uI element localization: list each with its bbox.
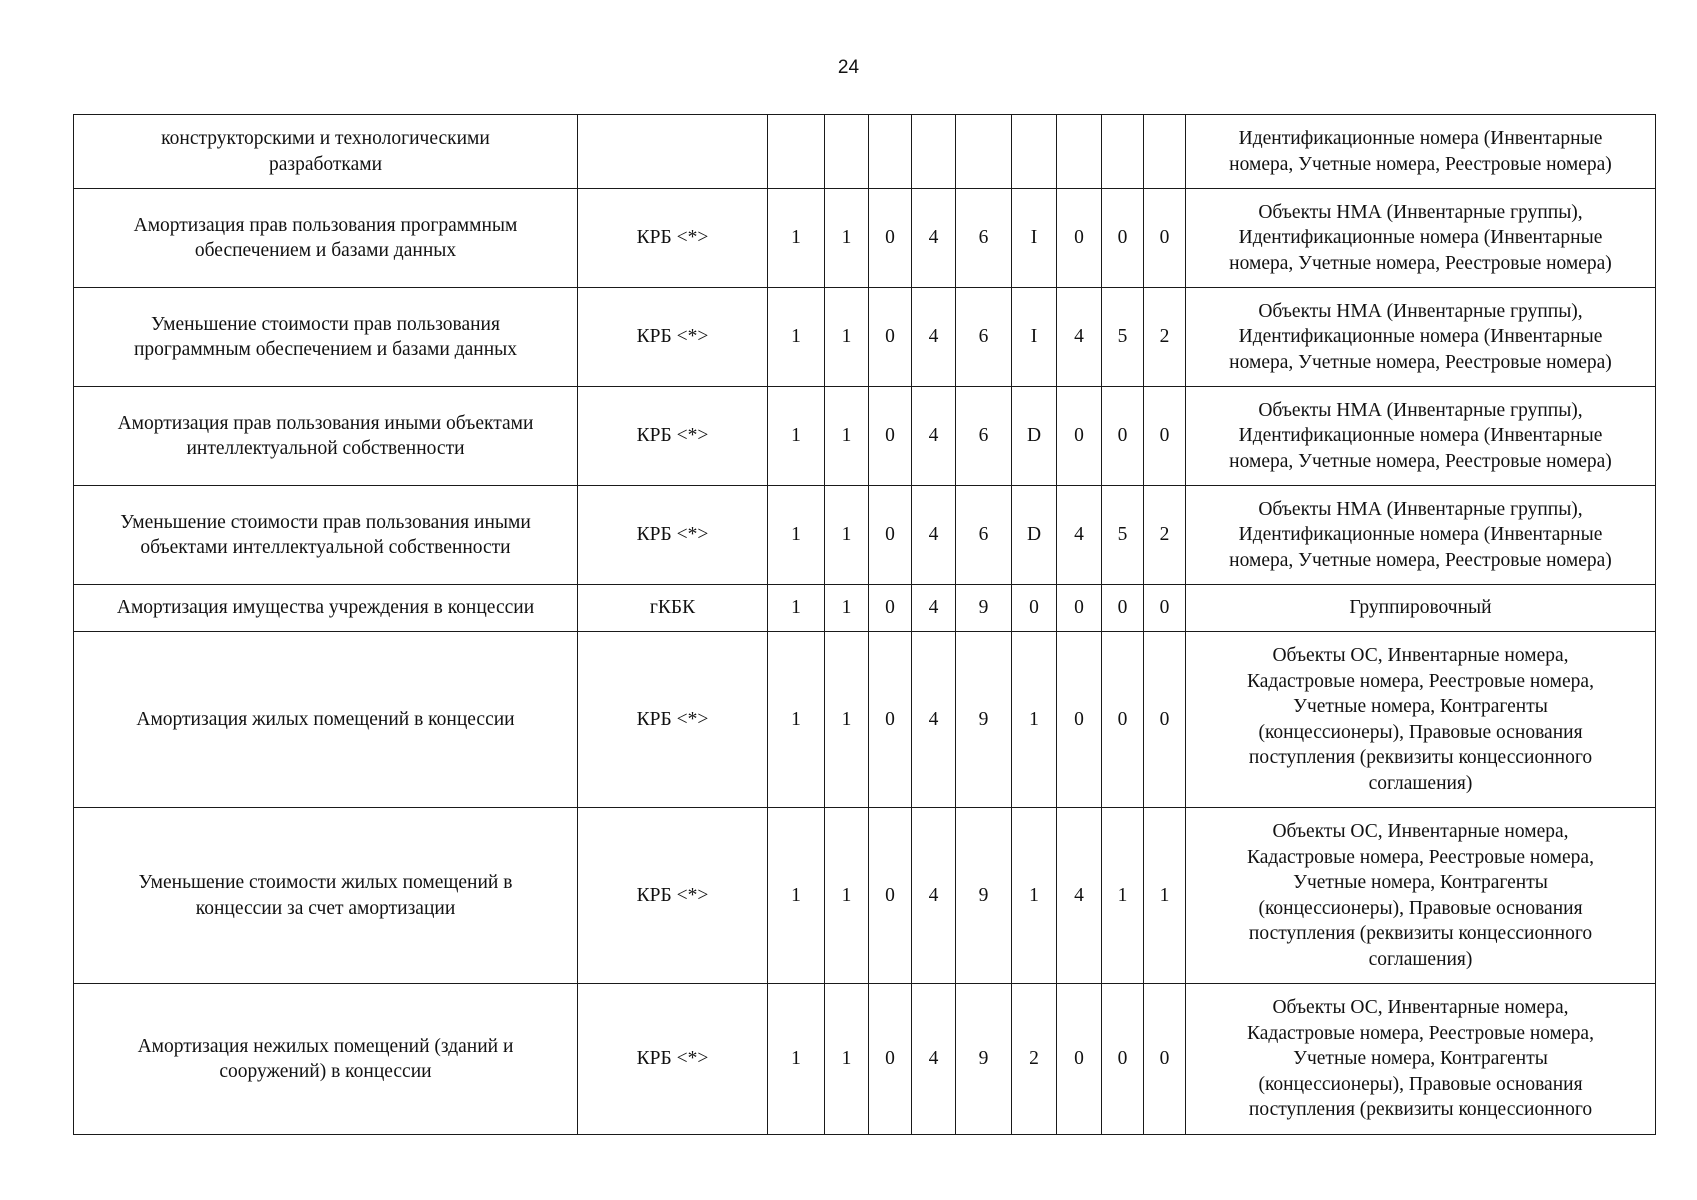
account-digit-cell: 1 (1102, 808, 1144, 984)
table-row (74, 632, 1656, 808)
account-name-cell: Амортизация прав пользования иными объектами интеллектуальной собственности (74, 387, 578, 486)
account-digit-cell: 1 (825, 387, 869, 486)
account-digit-cell: 9 (956, 585, 1012, 632)
account-digit-cell: 0 (1057, 387, 1102, 486)
account-digit-cell: 9 (956, 632, 1012, 808)
account-digit-cell: 1 (825, 585, 869, 632)
account-digit-cell (912, 115, 956, 189)
kbk-code-cell: КРБ <*> (578, 387, 768, 486)
account-digit-cell: 1 (768, 984, 825, 1135)
account-digit-cell: 5 (1102, 288, 1144, 387)
account-digit-cell: 1 (1144, 808, 1186, 984)
table-row (74, 288, 1656, 387)
account-digit-cell (825, 115, 869, 189)
account-digit-cell: 0 (1144, 189, 1186, 288)
account-digit-cell (869, 115, 912, 189)
account-name-cell: Амортизация нежилых помещений (зданий и сооружений) в концессии (74, 984, 578, 1135)
account-digit-cell: 4 (912, 189, 956, 288)
account-digit-cell: 4 (1057, 808, 1102, 984)
account-digit-cell: I (1012, 189, 1057, 288)
kbk-code-cell: гКБК (578, 585, 768, 632)
account-digit-cell: 6 (956, 288, 1012, 387)
table-row (74, 984, 1656, 1135)
account-name-cell: Амортизация жилых помещений в концессии (74, 632, 578, 808)
account-digit-cell (1057, 115, 1102, 189)
account-digit-cell: 4 (912, 486, 956, 585)
account-digit-cell: 6 (956, 387, 1012, 486)
analytics-cell: Объекты НМА (Инвентарные группы), Идентификационные номера (Инвентарные номера, Учетные номера, Реестровые номера) (1186, 189, 1656, 288)
kbk-code-cell: КРБ <*> (578, 632, 768, 808)
analytics-cell: Объекты НМА (Инвентарные группы), Идентификационные номера (Инвентарные номера, Учетные номера, Реестровые номера) (1186, 486, 1656, 585)
account-digit-cell: 1 (768, 387, 825, 486)
account-digit-cell (1102, 115, 1144, 189)
account-digit-cell: 0 (1102, 189, 1144, 288)
account-name-cell: Уменьшение стоимости прав пользования программным обеспечением и базами данных (74, 288, 578, 387)
table-row (74, 486, 1656, 585)
account-digit-cell: 1 (825, 984, 869, 1135)
kbk-code-cell: КРБ <*> (578, 486, 768, 585)
account-digit-cell: 1 (1012, 808, 1057, 984)
account-digit-cell: 4 (1057, 486, 1102, 585)
account-digit-cell (956, 115, 1012, 189)
account-digit-cell: 5 (1102, 486, 1144, 585)
account-name-cell: Уменьшение стоимости прав пользования иными объектами интеллектуальной собственности (74, 486, 578, 585)
account-table (73, 114, 1656, 1135)
account-digit-cell: 9 (956, 808, 1012, 984)
account-name-cell: конструкторскими и технологическими разработками (74, 115, 578, 189)
account-digit-cell: 4 (912, 387, 956, 486)
account-digit-cell: 4 (912, 984, 956, 1135)
kbk-code-cell (578, 115, 768, 189)
account-digit-cell: 2 (1144, 486, 1186, 585)
account-digit-cell: 1 (768, 632, 825, 808)
account-digit-cell: 6 (956, 486, 1012, 585)
analytics-cell: Объекты НМА (Инвентарные группы), Идентификационные номера (Инвентарные номера, Учетные номера, Реестровые номера) (1186, 288, 1656, 387)
account-table-body (74, 115, 1656, 1135)
analytics-cell: Объекты ОС, Инвентарные номера, Кадастровые номера, Реестровые номера, Учетные номера, Контрагенты (концессионеры), Правовые основания поступления (реквизиты концессионного соглашения) (1186, 632, 1656, 808)
kbk-code-cell: КРБ <*> (578, 189, 768, 288)
account-digit-cell: 0 (869, 984, 912, 1135)
analytics-cell: Идентификационные номера (Инвентарные номера, Учетные номера, Реестровые номера) (1186, 115, 1656, 189)
analytics-cell: Объекты ОС, Инвентарные номера, Кадастровые номера, Реестровые номера, Учетные номера, Контрагенты (концессионеры), Правовые основания поступления (реквизиты концессионного соглашения) (1186, 808, 1656, 984)
account-digit-cell: 2 (1144, 288, 1186, 387)
account-digit-cell: 1 (825, 808, 869, 984)
table-row (74, 115, 1656, 189)
account-digit-cell: 4 (912, 585, 956, 632)
account-digit-cell: 1 (768, 189, 825, 288)
account-digit-cell: 0 (1102, 387, 1144, 486)
account-digit-cell: 0 (869, 387, 912, 486)
kbk-code-cell: КРБ <*> (578, 808, 768, 984)
account-digit-cell: 1 (768, 486, 825, 585)
page-number: 24 (837, 57, 860, 78)
account-digit-cell: 1 (825, 288, 869, 387)
account-digit-cell: 0 (1144, 585, 1186, 632)
account-digit-cell: 1 (768, 585, 825, 632)
account-digit-cell: 0 (1012, 585, 1057, 632)
account-digit-cell: 0 (1144, 984, 1186, 1135)
kbk-code-cell: КРБ <*> (578, 984, 768, 1135)
account-digit-cell: 0 (1144, 387, 1186, 486)
account-digit-cell: 2 (1012, 984, 1057, 1135)
account-digit-cell: I (1012, 288, 1057, 387)
account-digit-cell: D (1012, 387, 1057, 486)
account-digit-cell: 0 (869, 288, 912, 387)
analytics-cell: Группировочный (1186, 585, 1656, 632)
account-name-cell: Амортизация имущества учреждения в концессии (74, 585, 578, 632)
account-digit-cell: D (1012, 486, 1057, 585)
account-digit-cell (1012, 115, 1057, 189)
account-digit-cell: 0 (1057, 984, 1102, 1135)
account-digit-cell: 0 (1057, 585, 1102, 632)
account-digit-cell: 1 (825, 486, 869, 585)
table-row (74, 189, 1656, 288)
account-digit-cell: 1 (1012, 632, 1057, 808)
kbk-code-cell: КРБ <*> (578, 288, 768, 387)
account-digit-cell: 1 (768, 288, 825, 387)
account-digit-cell: 0 (869, 189, 912, 288)
account-digit-cell: 0 (1102, 585, 1144, 632)
account-digit-cell: 4 (912, 808, 956, 984)
account-digit-cell: 0 (869, 585, 912, 632)
account-digit-cell: 1 (825, 632, 869, 808)
account-digit-cell: 1 (768, 808, 825, 984)
account-digit-cell: 0 (869, 808, 912, 984)
table-row (74, 585, 1656, 632)
analytics-cell: Объекты ОС, Инвентарные номера, Кадастровые номера, Реестровые номера, Учетные номера, Контрагенты (концессионеры), Правовые основания поступления (реквизиты концессионного (1186, 984, 1656, 1135)
account-digit-cell: 0 (1144, 632, 1186, 808)
account-digit-cell (1144, 115, 1186, 189)
account-name-cell: Амортизация прав пользования программным обеспечением и базами данных (74, 189, 578, 288)
account-digit-cell: 9 (956, 984, 1012, 1135)
account-name-cell: Уменьшение стоимости жилых помещений в концессии за счет амортизации (74, 808, 578, 984)
account-digit-cell: 1 (825, 189, 869, 288)
table-row (74, 808, 1656, 984)
account-digit-cell: 0 (1102, 632, 1144, 808)
account-digit-cell: 0 (869, 486, 912, 585)
account-digit-cell: 0 (1057, 632, 1102, 808)
account-digit-cell: 0 (869, 632, 912, 808)
table-row (74, 387, 1656, 486)
account-digit-cell: 0 (1057, 189, 1102, 288)
account-digit-cell: 4 (912, 632, 956, 808)
account-digit-cell: 6 (956, 189, 1012, 288)
account-digit-cell (768, 115, 825, 189)
analytics-cell: Объекты НМА (Инвентарные группы), Идентификационные номера (Инвентарные номера, Учетные номера, Реестровые номера) (1186, 387, 1656, 486)
account-digit-cell: 0 (1102, 984, 1144, 1135)
account-digit-cell: 4 (912, 288, 956, 387)
account-digit-cell: 4 (1057, 288, 1102, 387)
